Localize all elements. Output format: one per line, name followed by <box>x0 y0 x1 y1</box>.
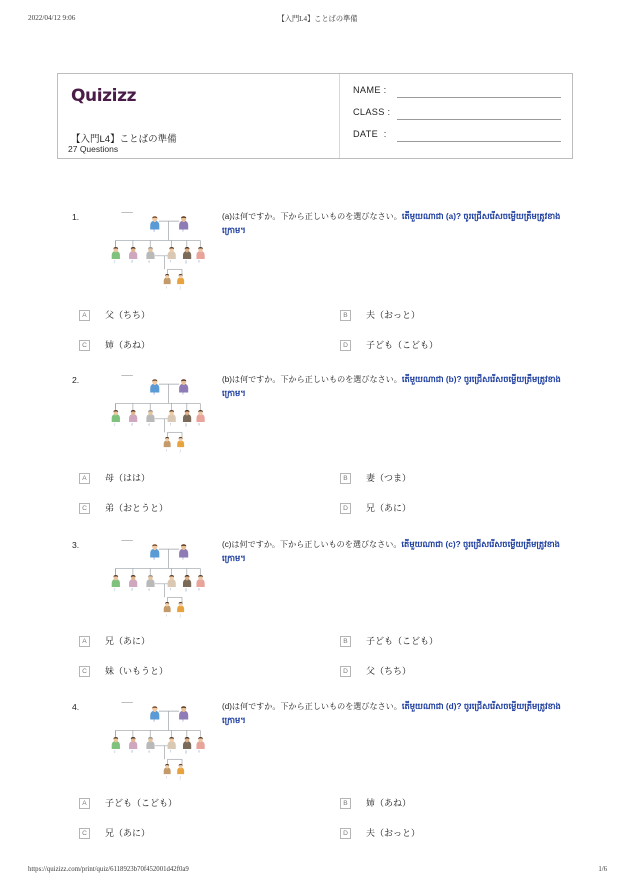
svg-text:g: g <box>184 749 187 754</box>
option-text: 夫（おっと） <box>366 310 421 320</box>
svg-text:d: d <box>131 587 133 592</box>
question-number: 2. <box>72 375 80 385</box>
question-text-jp: (d)は何ですか。下から正しいものを選びなさい。 <box>222 702 402 711</box>
question-text <box>222 700 567 727</box>
quizizz-logo <box>71 86 136 106</box>
date-field-input-line[interactable] <box>397 141 561 142</box>
svg-text:a: a <box>153 391 155 396</box>
option-text: 夫（おっと） <box>366 828 421 838</box>
option-text: 姉（あね） <box>105 340 151 350</box>
print-date: 2022/04/12 9:06 <box>28 14 76 22</box>
svg-text:e: e <box>148 749 151 754</box>
svg-text:d: d <box>131 422 133 427</box>
question-text <box>222 210 567 237</box>
family-tree-diagram <box>104 698 208 784</box>
quiz-question-count: 27 Questions <box>68 144 119 154</box>
date-field-label: DATE : <box>353 129 387 139</box>
option-letter-badge: B <box>340 310 351 321</box>
class-field-row <box>353 107 561 121</box>
family-tree-diagram <box>104 208 208 294</box>
print-footer <box>0 866 635 878</box>
option-text: 父（ちち） <box>366 666 412 676</box>
svg-text:e: e <box>148 422 151 427</box>
name-field-row <box>353 85 561 99</box>
svg-text:a: a <box>153 718 155 723</box>
question-text <box>222 373 567 400</box>
option-letter-badge: D <box>340 666 351 677</box>
svg-text:g: g <box>184 587 187 592</box>
quizizz-logo-text: Quizizz <box>71 86 137 106</box>
svg-text:i: i <box>166 613 167 618</box>
date-field-row <box>353 129 561 143</box>
svg-text:d: d <box>131 259 133 264</box>
print-source-url: https://quizizz.com/print/quiz/6118923b70f452001d42f0a9 <box>28 866 189 873</box>
print-document-title: 【入門L4】ことばの準備 <box>277 15 358 23</box>
option-letter-badge: A <box>79 310 90 321</box>
question-number: 3. <box>72 540 80 550</box>
svg-text:j: j <box>179 613 181 618</box>
quiz-identity-card <box>57 73 573 159</box>
question-text-km: តើមួយណាជា (c)? ចូរជ្រើសរើសចម្លើយត្រឹមត្រូវខាងក្រោម។ <box>222 539 560 563</box>
name-field-input-line[interactable] <box>397 97 561 98</box>
svg-text:b: b <box>182 391 184 396</box>
svg-text:c: c <box>113 587 116 592</box>
class-field-label: CLASS : <box>353 107 391 117</box>
student-fields-panel <box>340 74 574 158</box>
question-text-jp: (a)は何ですか。下から正しいものを選びなさい。 <box>222 212 402 221</box>
option-letter-badge: B <box>340 798 351 809</box>
option-letter-badge: C <box>79 666 90 677</box>
option-text: 子ども（こども） <box>366 636 439 646</box>
question-text-jp: (c)は何ですか。下から正しいものを選びなさい。 <box>222 540 402 549</box>
option-text: 兄（あに） <box>366 503 412 513</box>
quiz-info-panel <box>58 74 340 158</box>
svg-text:h: h <box>198 749 201 754</box>
svg-text:e: e <box>148 259 151 264</box>
svg-text:g: g <box>184 259 187 264</box>
svg-text:f: f <box>169 422 171 427</box>
family-tree-diagram <box>104 536 208 622</box>
option-text: 兄（あに） <box>105 828 151 838</box>
name-field-label: NAME : <box>353 85 387 95</box>
class-field-input-line[interactable] <box>397 119 561 120</box>
svg-text:a: a <box>153 556 155 561</box>
option-text: 母（はは） <box>105 473 151 483</box>
question-text-km: តើមួយណាជា (d)? ចូរជ្រើសរើសចម្លើយត្រឹមត្រូវខាងក្រោម។ <box>222 701 561 725</box>
option-text: 弟（おとうと） <box>105 503 169 513</box>
option-letter-badge: B <box>340 636 351 647</box>
option-letter-badge: B <box>340 473 351 484</box>
svg-text:j: j <box>179 775 181 780</box>
option-letter-badge: A <box>79 636 90 647</box>
print-header <box>0 14 635 28</box>
page-number: 1/6 <box>598 866 607 873</box>
question-text-km: តើមួយណាជា (b)? ចូរជ្រើសរើសចម្លើយត្រឹមត្រូវខាងក្រោម។ <box>222 374 561 398</box>
option-letter-badge: D <box>340 828 351 839</box>
svg-text:h: h <box>198 587 201 592</box>
svg-text:a: a <box>153 228 155 233</box>
option-letter-badge: D <box>340 503 351 514</box>
question-text-jp: (b)は何ですか。下から正しいものを選びなさい。 <box>222 375 402 384</box>
option-letter-badge: A <box>79 798 90 809</box>
svg-text:h: h <box>198 259 201 264</box>
option-text: 子ども（こども） <box>105 798 178 808</box>
family-tree-diagram <box>104 371 208 457</box>
option-text: 父（ちち） <box>105 310 151 320</box>
option-letter-badge: C <box>79 340 90 351</box>
svg-text:b: b <box>182 556 184 561</box>
question-number: 4. <box>72 702 80 712</box>
question-text-km: តើមួយណាជា (a)? ចូរជ្រើសរើសចម្លើយត្រឹមត្រូវខាងក្រោម។ <box>222 211 561 235</box>
question-number: 1. <box>72 212 80 222</box>
svg-text:j: j <box>179 285 181 290</box>
svg-text:j: j <box>179 448 181 453</box>
option-letter-badge: D <box>340 340 351 351</box>
svg-text:b: b <box>182 718 184 723</box>
option-text: 妹（いもうと） <box>105 666 169 676</box>
svg-text:c: c <box>113 422 116 427</box>
svg-text:f: f <box>169 749 171 754</box>
svg-text:f: f <box>169 259 171 264</box>
svg-text:c: c <box>113 749 116 754</box>
svg-text:i: i <box>166 775 167 780</box>
option-letter-badge: C <box>79 828 90 839</box>
option-text: 妻（つま） <box>366 473 412 483</box>
svg-text:f: f <box>169 587 171 592</box>
svg-text:e: e <box>148 587 151 592</box>
option-text: 姉（あね） <box>366 798 412 808</box>
svg-text:h: h <box>198 422 201 427</box>
option-text: 兄（あに） <box>105 636 151 646</box>
svg-text:c: c <box>113 259 116 264</box>
svg-text:b: b <box>182 228 184 233</box>
option-letter-badge: C <box>79 503 90 514</box>
quiz-title: 【入門L4】ことばの準備 <box>71 134 177 145</box>
svg-text:d: d <box>131 749 133 754</box>
question-text <box>222 538 567 565</box>
option-letter-badge: A <box>79 473 90 484</box>
svg-text:i: i <box>166 448 167 453</box>
option-text: 子ども（こども） <box>366 340 439 350</box>
svg-text:g: g <box>184 422 187 427</box>
svg-text:i: i <box>166 285 167 290</box>
